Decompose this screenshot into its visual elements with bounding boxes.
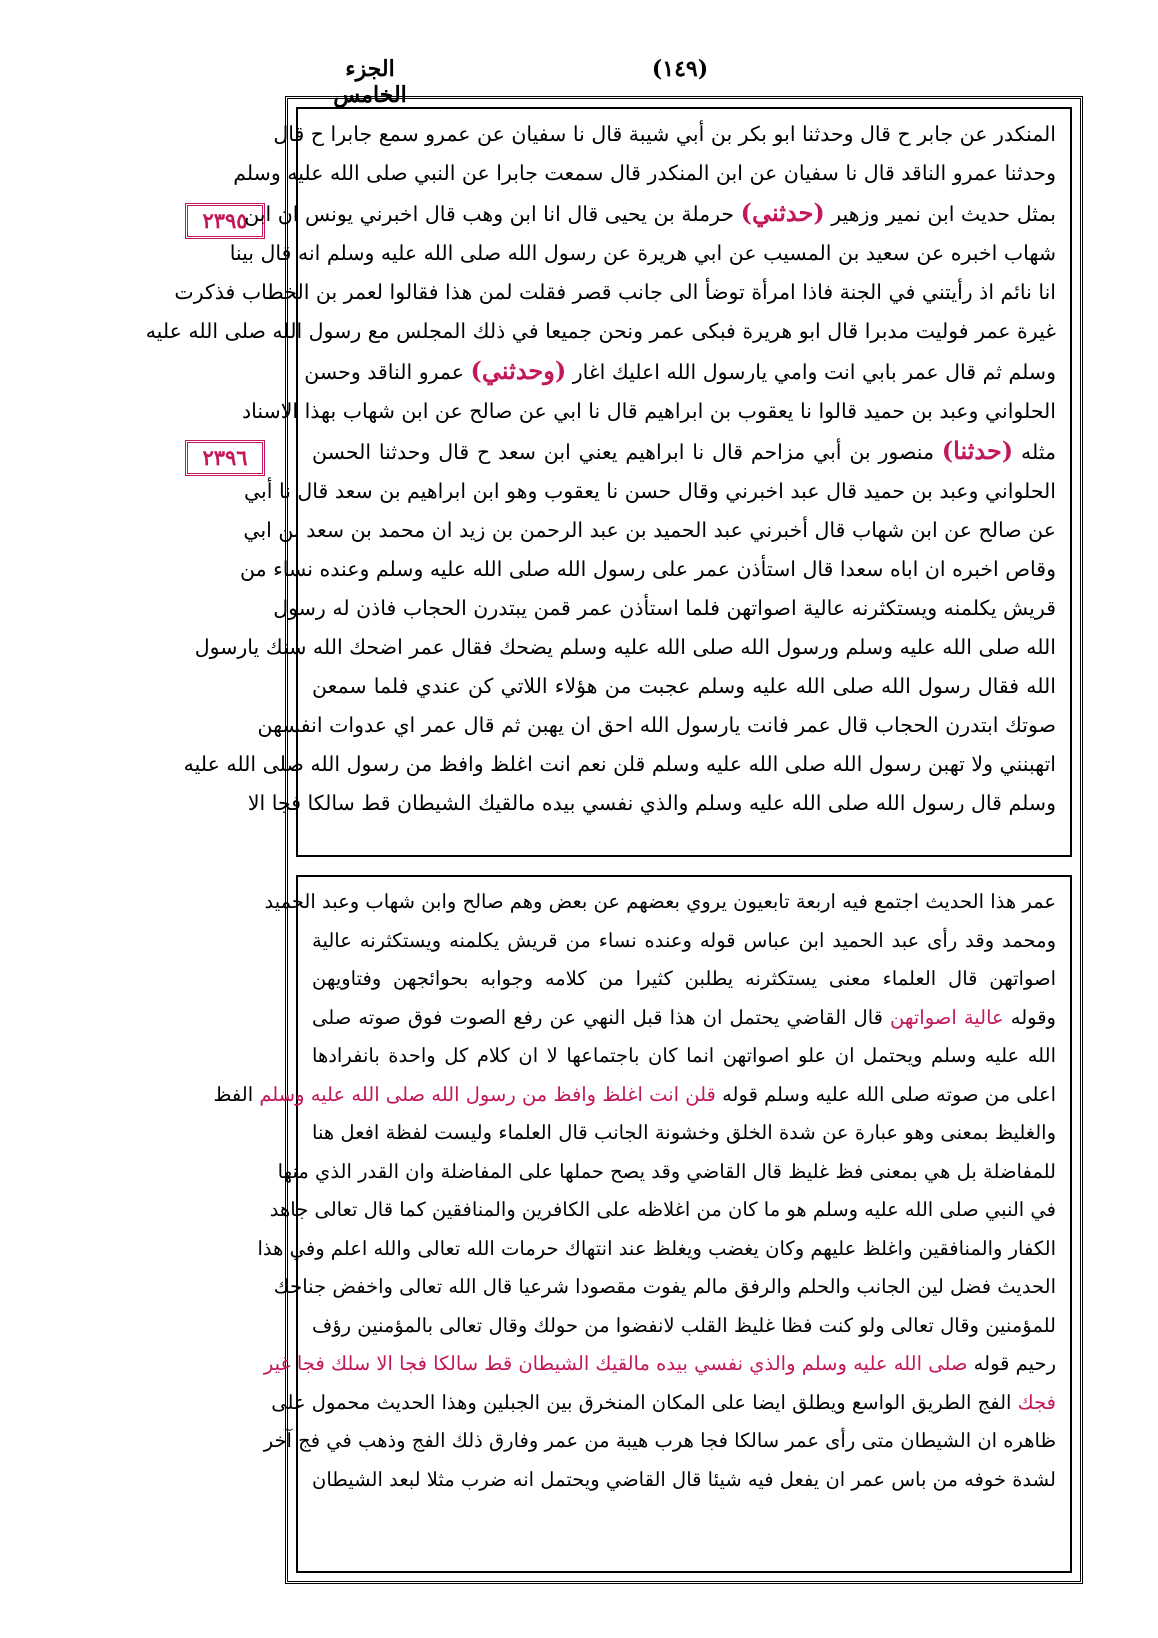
text-line: مثله (حدثنا) منصور بن أبي مزاحم قال نا ابراهيم يعني ابن سعد ح قال وحدثنا الحسن bbox=[312, 436, 1056, 465]
commentary-line: عمر هذا الحديث اجتمع فيه اربعة تابعيون يروي بعضهم عن بعض وهم صالح وابن شهاب وعبد الحميد bbox=[264, 890, 1056, 913]
text-line: اتهبنني ولا تهبن رسول الله صلى الله عليه وسلم قلن نعم انت اغلظ وافظ من رسول الله صلى الله عليه bbox=[183, 752, 1056, 776]
text-line: وقاص اخبره ان اباه سعدا قال استأذن عمر على رسول الله صلى الله عليه وسلم وعنده نساء من bbox=[240, 557, 1056, 581]
commentary-line: الكفار والمنافقين واغلظ عليهم وكان يغضب ويغلظ عند انتهاك حرمات الله تعالى والله اعلم وفي هذا bbox=[257, 1236, 1056, 1260]
page-number: (١٤٩) bbox=[651, 56, 709, 82]
commentary-line: في النبي صلى الله عليه وسلم هو ما كان من اغلاظه على الكافرين والمنافقين كما قال تعالى جاهد bbox=[269, 1198, 1056, 1221]
text-line: الله فقال رسول الله صلى الله عليه وسلم عجبت من هؤلاء اللاتي كن عندي فلما سمعن bbox=[312, 674, 1056, 698]
text-line: قريش يكلمنه ويستكثرنه عالية اصواتهن فلما استأذن عمر قمن يبتدرن الحجاب فاذن له رسول bbox=[273, 596, 1056, 620]
commentary-line: ظاهره ان الشيطان متى رأى عمر سالكا فجا هرب هيبة من عمر وفارق ذلك الفج وذهب في فج آخر bbox=[263, 1429, 1056, 1452]
commentary-line: وقوله عالية اصواتهن قال القاضي يحتمل ان هذا قبل النهي عن رفع الصوت فوق صوته صلى bbox=[312, 1005, 1056, 1029]
text-line: الحلواني وعبد بن حميد قالوا نا يعقوب بن ابراهيم قال نا ابي عن صالح عن ابن شهاب بهذا الاسناد bbox=[241, 399, 1056, 423]
commentary-line: للمفاضلة بل هي بمعنى فظ غليظ قال القاضي وقد يصح حملها على المفاضلة وان القدر الذي منها bbox=[277, 1159, 1056, 1183]
text-line: بمثل حديث ابن نمير وزهير (حدثني) حرملة بن يحيى قال انا ابن وهب قال اخبرني يونس ان ابن bbox=[244, 198, 1056, 227]
commentary-line: رحيم قوله صلى الله عليه وسلم والذي نفسي بيده مالقيك الشيطان قط سالكا فجا الا سلك فجا غير bbox=[263, 1352, 1056, 1375]
text-line: شهاب اخبره عن سعيد بن المسيب عن ابي هريرة عن رسول الله صلى الله عليه وسلم انه قال بينا bbox=[229, 241, 1056, 265]
hadith-number-2396: ٢٣٩٦ bbox=[185, 440, 265, 476]
commentary-line: الحديث فضل لين الجانب والحلم والرفق مالم يفوت مقصودا شرعيا قال الله تعالى واخفض جناحك bbox=[273, 1275, 1056, 1298]
rubric-wahaddathani: (وحدثني) bbox=[470, 356, 567, 385]
commentary-panel bbox=[213, 875, 1072, 1573]
text-line: عن صالح عن ابن شهاب قال أخبرني عبد الحميد بن عبد الرحمن بن زيد ان محمد بن سعد بن ابي bbox=[243, 518, 1056, 542]
text-line: صوتك ابتدرن الحجاب قال عمر فانت يارسول الله احق ان يهبن ثم قال عمر اي عدوات انفسهن bbox=[257, 713, 1056, 737]
text-line: الله صلى الله عليه وسلم ورسول الله صلى الله عليه وسلم يضحك فقال عمر اضحك الله سنك يارسول bbox=[194, 635, 1056, 659]
highlighted-quote: صلى الله عليه وسلم والذي نفسي بيده مالقيك الشيطان قط سالكا فجا الا سلك فجا غير bbox=[263, 1352, 968, 1375]
text-line: انا نائم اذ رأيتني في الجنة فاذا امرأة توضأ الى جانب قصر فقلت لمن هذا فقالوا لعمر بن الخطاب فذكرت bbox=[174, 280, 1056, 304]
commentary-line: اصواتهن قال العلماء معنى يستكثرنه يطلبن كثيرا من كلامه وجوابه بحوائجهن وفتاويهن bbox=[312, 967, 1056, 990]
text-line: الحلواني وعبد بن حميد قال عبد اخبرني وقال حسن نا يعقوب وهو ابن ابراهيم بن سعد قال نا أبي bbox=[243, 479, 1056, 503]
text-line: المنكدر عن جابر ح قال وحدثنا ابو بكر بن أبي شيبة قال نا سفيان عن عمرو سمع جابرا ح قال bbox=[273, 122, 1056, 146]
rubric-haddathani: (حدثني) bbox=[740, 198, 825, 227]
highlighted-quote: فجك bbox=[1017, 1390, 1056, 1414]
part-title: الجزء الخامس bbox=[333, 56, 407, 108]
highlighted-quote: قلن انت اغلظ وافظ من رسول الله صلى الله عليه وسلم bbox=[259, 1082, 716, 1106]
highlighted-quote: عالية اصواتهن bbox=[890, 1005, 1004, 1029]
commentary-line: ومحمد وقد رأى عبد الحميد ابن عباس قوله وعنده نساء من قريش يكلمنه ويستكثرنه عالية bbox=[312, 928, 1056, 952]
commentary-line: لشدة خوفه من باس عمر ان يفعل فيه شيئا قال القاضي ويحتمل انه ضرب مثلا لبعد الشيطان bbox=[312, 1467, 1056, 1491]
commentary-line: للمؤمنين وقال تعالى ولو كنت فظا غليظ القلب لانفضوا من حولك وقال تعالى بالمؤمنين رؤف bbox=[312, 1313, 1056, 1337]
commentary-line: فجك الفج الطريق الواسع ويطلق ايضا على المكان المنخرق بين الجبلين وهذا الحديث محمول على bbox=[271, 1390, 1056, 1414]
text-line: غيرة عمر فوليت مدبرا قال ابو هريرة فبكى عمر ونحن جميعا في ذلك المجلس مع رسول الله صلى الله عليه bbox=[145, 319, 1056, 343]
hadith-number-2395: ٢٣٩٥ bbox=[185, 203, 265, 239]
text-line: وسلم ثم قال عمر بابي انت وامي يارسول الله اعليك اغار (وحدثني) عمرو الناقد وحسن bbox=[304, 356, 1056, 385]
commentary-line: اعلى من صوته صلى الله عليه وسلم قوله قلن انت اغلظ وافظ من رسول الله صلى الله عليه وسلم الفظ bbox=[213, 1082, 1056, 1106]
rubric-haddathana: (حدثنا) bbox=[941, 436, 1014, 465]
commentary-line: والغليظ بمعنى وهو عبارة عن شدة الخلق وخشونة الجانب قال العلماء وليست لفظة افعل هنا bbox=[312, 1121, 1056, 1144]
text-line: وسلم قال رسول الله صلى الله عليه وسلم والذي نفسي بيده مالقيك الشيطان قط سالكا فجا الا bbox=[247, 791, 1056, 815]
commentary-line: الله عليه وسلم ويحتمل ان علو اصواتهن انما كان باجتماعها لا ان كلام كل واحدة بانفرادها bbox=[312, 1044, 1056, 1067]
text-line: وحدثنا عمرو الناقد قال نا سفيان عن ابن المنكدر قال سمعت جابرا عن النبي صلى الله عليه وسلم bbox=[233, 161, 1056, 185]
